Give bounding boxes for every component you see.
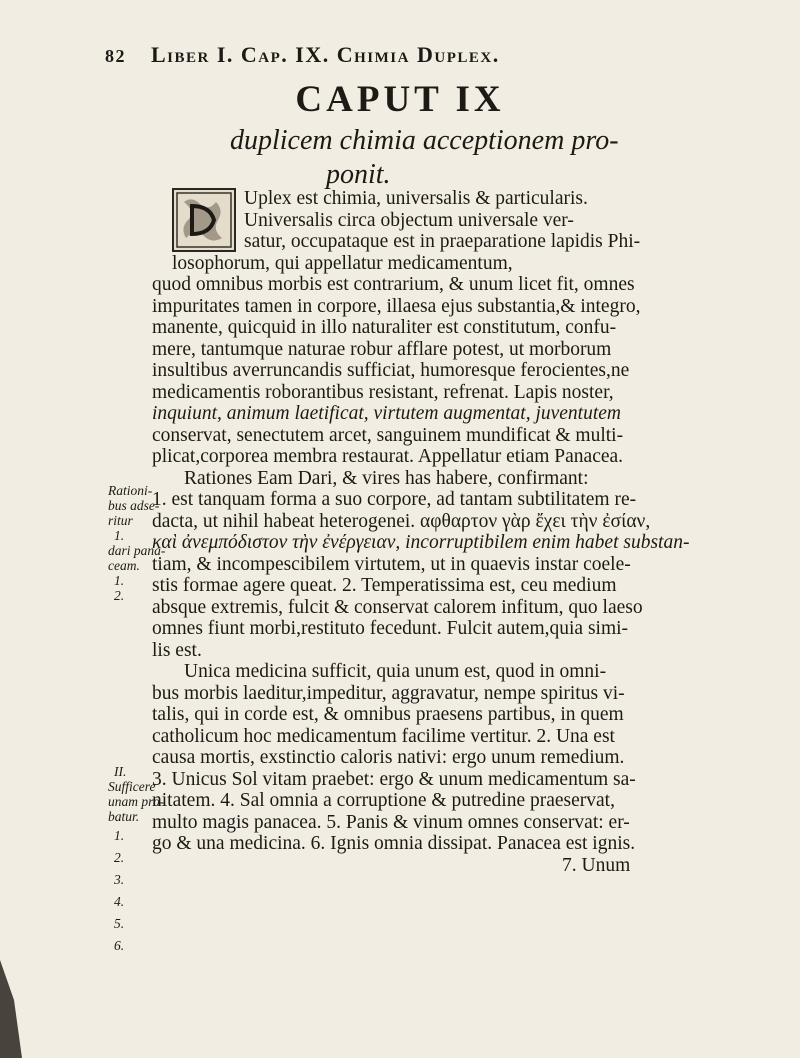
margin-note-sufficere xyxy=(108,764,170,953)
margin-line: batur. xyxy=(108,809,140,824)
page-number: 82 xyxy=(105,46,126,66)
main-text xyxy=(152,188,797,876)
text-line: mere, tantumque naturae robur afflare potest, ut morborum xyxy=(152,338,612,360)
text-line: lis est. xyxy=(152,639,202,661)
margin-number: 4. xyxy=(114,894,125,909)
text-line: 3. Unicus Sol vitam praebet: ergo & unum medicamentum sa- xyxy=(152,768,636,790)
text-line: tiam, & incompescibilem virtutem, ut in quaevis instar coele- xyxy=(152,553,631,575)
text-line: talis, qui in corde est, & omnibus praesens partibus, in quem xyxy=(152,704,624,725)
text-line: καὶ ἀνεμπόδιστον τὴν ἐνέργειαν, incorruptibilem enim habet substan- xyxy=(152,532,690,553)
text-line: plicat,corporea membra restaurat. Appellatur etiam Panacea. xyxy=(152,446,624,467)
text-line: conservat, senectutem arcet, sanguinem mundificat & multi- xyxy=(152,424,624,446)
text-line: catholicum hoc medicamentum facilime vertitur. 2. Una est xyxy=(152,725,615,747)
margin-line: Sufficere xyxy=(108,779,156,794)
margin-line: ritur xyxy=(108,513,133,528)
text-line: satur, occupataque est in praeparatione lapidis Phi- xyxy=(244,231,641,252)
text-line: causa mortis, exstinctio caloris nativi: ergo unum remedium. xyxy=(152,747,625,768)
margin-number: 3. xyxy=(114,872,125,887)
subtitle-line-1: duplicem chimia acceptionem pro- xyxy=(230,125,619,156)
text-line: Unica medicina sufficit, quia unum est, quod in omni- xyxy=(184,661,607,682)
text-line: quod omnibus morbis est contrarium, & unum licet fit, omnes xyxy=(152,274,635,295)
text-line: impuritates tamen in corpore, illaesa ejus substantia,& integro, xyxy=(152,295,641,317)
margin-number: 1. xyxy=(114,828,125,843)
text-line: losophorum, qui appellatur medicamentum, xyxy=(172,252,513,274)
chapter-subtitle xyxy=(230,124,710,192)
margin-number: 6. xyxy=(114,938,125,953)
text-line: nitatem. 4. Sal omnia a corruptione & putredine praeservat, xyxy=(152,790,615,811)
text-line: go & una medicina. 6. Ignis omnia dissipat. Panacea est ignis. xyxy=(152,833,636,854)
text-line: bus morbis laeditur,impeditur, aggravatur, nempe spiritus vi- xyxy=(152,682,625,704)
margin-number: 5. xyxy=(114,916,125,931)
text-line: Universalis circa objectum universale ver- xyxy=(244,209,574,231)
text-line: dacta, ut nihil habeat heterogenei. αφθαρτον γὰρ ἔχει τὴν ἐσίαν, xyxy=(152,510,651,532)
text-line: omnes fiunt morbi,restituto fecedunt. Fulcit autem,quia simi- xyxy=(152,618,629,639)
text-line: multo magis panacea. 5. Panis & vinum omnes conservat: er- xyxy=(152,811,630,833)
margin-line: bus adse- xyxy=(108,498,160,513)
margin-line: ceam. xyxy=(108,558,140,573)
subtitle-line-2: ponit. xyxy=(326,159,391,190)
margin-line: Rationi- xyxy=(108,483,153,498)
text-line: stis formae agere queat. 2. Temperatissima est, ceu medium xyxy=(152,575,617,596)
running-header xyxy=(105,42,705,68)
margin-line: dari pana- xyxy=(108,543,166,558)
text-line: 1. est tanquam forma a suo corpore, ad tantam subtilitatem re- xyxy=(152,489,637,510)
margin-line: II. xyxy=(114,764,127,779)
catchword: 7. Unum xyxy=(562,854,631,876)
margin-number: 1. xyxy=(114,573,125,588)
margin-note-rationes xyxy=(108,483,170,603)
text-line: insultibus averruncandis sufficiat, humoresque ferocientes,ne xyxy=(152,360,630,381)
text-line: Rationes Eam Dari, & vires has habere, confirmant: xyxy=(184,467,589,489)
margin-number: 2. xyxy=(114,588,125,603)
chapter-heading: CAPUT IX xyxy=(295,79,505,120)
margin-line: unam pro- xyxy=(108,794,165,809)
text-line: Uplex est chimia, universalis & particularis. xyxy=(244,188,588,209)
margin-line: 1. xyxy=(114,528,125,543)
text-line: absque extremis, fulcit & conservat calorem infitum, quo laeso xyxy=(152,596,643,618)
text-line: inquiunt, animum laetificat, virtutem augmentat, juventutem xyxy=(152,403,622,424)
margin-number: 2. xyxy=(114,850,125,865)
text-line: medicamentis roborantibus resistant, refrenat. Lapis noster, xyxy=(152,381,614,403)
text-line: manente, quicquid in illo naturaliter est constitutum, confu- xyxy=(152,317,617,338)
running-title: Liber I. Cap. IX. Chimia Duplex. xyxy=(151,42,500,67)
